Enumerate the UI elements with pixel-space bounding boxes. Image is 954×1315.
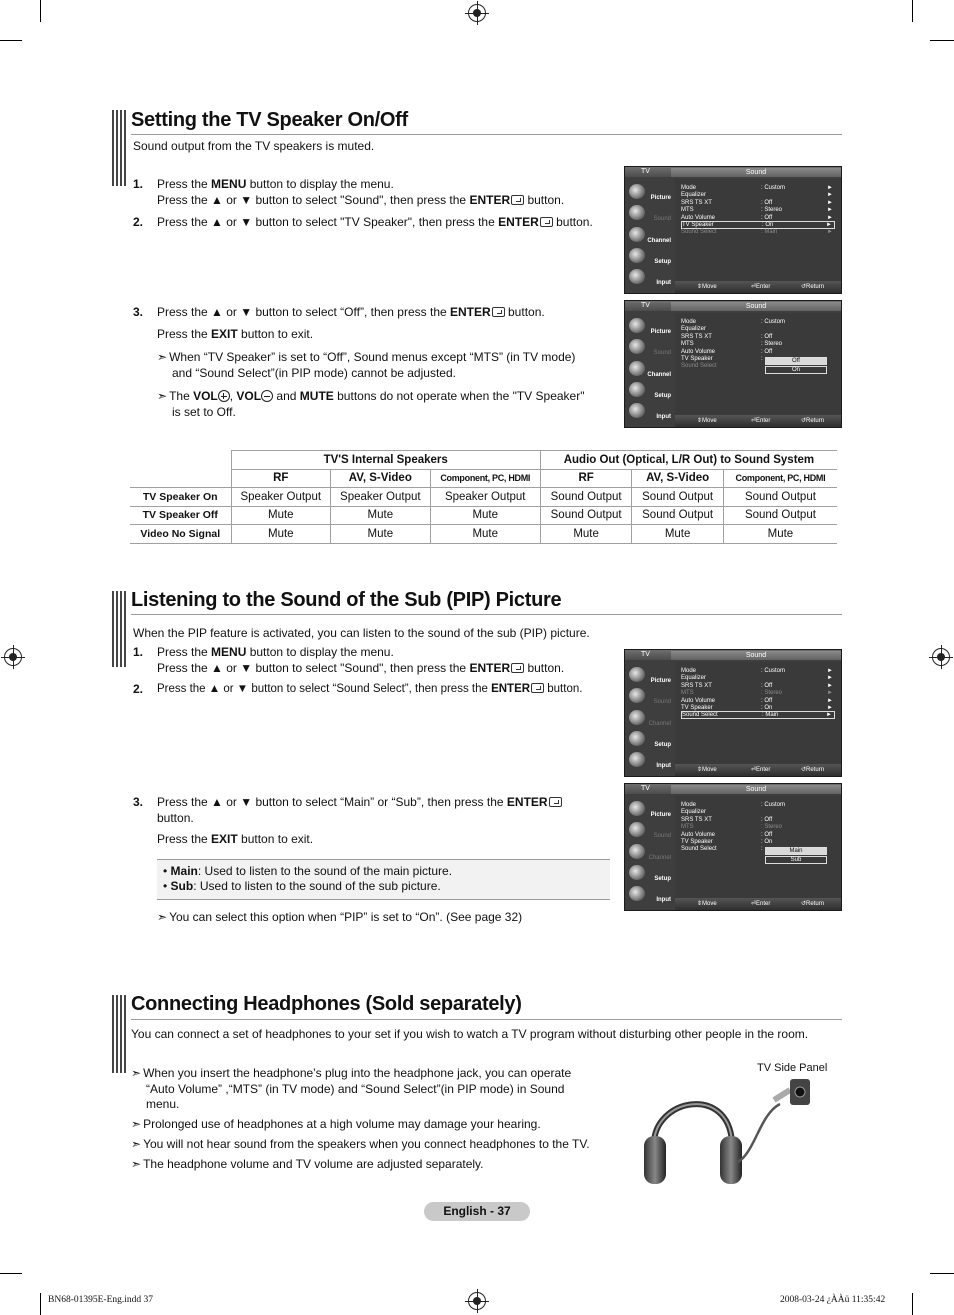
note-separate-volume: ➣ The headphone volume and TV volume are adjusted separately. xyxy=(131,1157,484,1171)
option-main: Main xyxy=(765,847,827,855)
sound-icon xyxy=(629,205,645,220)
note-arrow-icon: ➣ xyxy=(131,1157,142,1171)
speaker-output-table: TV'S Internal Speakers Audio Out (Optical, L/R Out) to Sound System RF AV, S-Video Component, PC, HDMI RF AV, S-Video Component, PC, HDMI TV Speaker On Speaker Output Speaker Output Speaker Output Sound Output Sound Output Sound Output TV Speaker Off Mute Mute Mute Sound Output Sound Output Sound Output Video No Signal Mute Mute Mute Mute Mute Mute xyxy=(130,450,837,544)
note-arrow-icon: ➣ xyxy=(131,1117,142,1131)
registration-mark-icon xyxy=(468,1292,486,1310)
registration-mark-icon xyxy=(468,4,486,22)
tv-menu-screenshot: TV Sound Picture Sound Channel Setup Input Mode : Custom Equalizer SRS TS XT : Off MTS : Stereo Auto Volume : Off TV Speaker : Sound Select Off On ⇕ Move ⏎ Enter ↺ Return xyxy=(624,300,842,428)
exit-instruction: Press the EXIT button to exit. xyxy=(157,832,314,846)
section-bar xyxy=(112,591,126,667)
step-2: 2. Press the ▲ or ▼ button to select “Sound Select”, then press the ENTER button. xyxy=(133,682,583,696)
note-arrow-icon: ➣ xyxy=(131,1066,142,1080)
option-off: Off xyxy=(765,357,827,365)
tv-menu-screenshot: TV Sound Picture Sound Channel Setup Input Mode : Custom ► Equalizer ► SRS TS XT : Off ► MTS : Stereo ► Auto Volume : Off ► TV Speaker : On ► Sound Select : Main ► ⇕ Move ⏎ Enter ↺ Return xyxy=(624,649,842,777)
intro-text: You can connect a set of headphones to your set if you wish to watch a TV program without disturbing other people in the room. xyxy=(131,1027,809,1041)
channel-icon xyxy=(629,361,645,376)
step-3: 3. Press the ▲ or ▼ button to select “Main” or “Sub”, then press the ENTER button. xyxy=(157,795,617,826)
headphones-icon xyxy=(640,1074,820,1194)
note-pip: ➣ You can select this option when “PIP” is set to “On”. (See page 32) xyxy=(157,910,523,924)
tv-menu-screenshot: TV Sound Picture Sound Channel Setup Input Mode : Custom ► Equalizer ► SRS TS XT : Off ► MTS : Stereo ► Auto Volume : Off ► TV Speaker : On ► Sound Select : Main ► ⇕ Move ⏎ Enter ↺ Return xyxy=(624,166,842,294)
intro-text: When the PIP feature is activated, you can listen to the sound of the sub (PIP) picture. xyxy=(133,626,590,640)
tv-menu-screenshot: TV Sound Picture Sound Channel Setup Input Mode : Custom Equalizer SRS TS XT : Off MTS : Stereo Auto Volume : Off TV Speaker : On Sound Select : Main Sub ⇕ Move ⏎ Enter ↺ Return xyxy=(624,783,842,911)
table-row: TV Speaker On Speaker Output Speaker Output Speaker Output Sound Output Sound Output Sound Output xyxy=(130,488,837,507)
crop-mark xyxy=(930,1273,954,1274)
section-title: Listening to the Sound of the Sub (PIP) Picture xyxy=(131,589,562,611)
section-title: Connecting Headphones (Sold separately) xyxy=(131,993,522,1015)
option-on: On xyxy=(765,366,827,374)
crop-mark xyxy=(912,0,913,22)
channel-icon xyxy=(629,844,645,859)
registration-mark-icon xyxy=(932,648,950,666)
input-icon xyxy=(629,752,645,767)
table-row: Video No Signal Mute Mute Mute Mute Mute Mute xyxy=(130,525,837,544)
step-1: 1. Press the MENU button to display the menu. Press the ▲ or ▼ button to select "Sound", then press the ENTER button. xyxy=(133,177,565,207)
picture-icon xyxy=(629,318,645,333)
section-bar xyxy=(112,995,126,1073)
step-3: 3. Press the ▲ or ▼ button to select “Off”, then press the ENTER button. xyxy=(133,305,545,319)
channel-icon xyxy=(629,227,645,242)
exit-instruction: Press the EXIT button to exit. xyxy=(157,327,314,341)
note-speaker-off: ➣ When “TV Speaker” is set to “Off”, Sound menus except “MTS” (in TV mode) and “Sound Select”(in PIP mode) cannot be adjusted. xyxy=(157,350,576,380)
title-rule xyxy=(131,1019,842,1020)
input-icon xyxy=(629,269,645,284)
picture-icon xyxy=(629,667,645,682)
crop-mark xyxy=(0,40,22,41)
vol-minus-icon xyxy=(261,390,273,402)
enter-icon xyxy=(540,217,553,227)
note-speakers-muted: ➣ You will not hear sound from the speakers when you connect headphones to the TV. xyxy=(131,1137,590,1151)
setup-icon xyxy=(629,382,645,397)
enter-icon xyxy=(511,663,524,673)
crop-mark xyxy=(930,40,954,41)
note-arrow-icon: ➣ xyxy=(131,1137,142,1151)
print-footer-right: 2008-03-24 ¿ÀÀü 11:35:42 xyxy=(780,1295,886,1305)
bullet-main: • Main: Used to listen to the sound of the main picture. xyxy=(163,864,453,878)
title-rule xyxy=(131,614,842,615)
setup-icon xyxy=(629,865,645,880)
note-arrow-icon: ➣ xyxy=(157,350,168,364)
crop-mark xyxy=(40,0,41,22)
sound-icon xyxy=(629,822,645,837)
setup-icon xyxy=(629,731,645,746)
note-vol-mute: ➣ The VOL , VOL and MUTE buttons do not operate when the "TV Speaker" is set to Off. xyxy=(157,389,585,419)
step-2: 2. Press the ▲ or ▼ button to select "TV Speaker", then press the ENTER button. xyxy=(133,215,593,229)
enter-icon xyxy=(531,683,544,693)
option-sub: Sub xyxy=(765,856,827,864)
sound-icon xyxy=(629,688,645,703)
note-headphone-jack: ➣ When you insert the headphone’s plug into the headphone jack, you can operate “Auto Volume” ,“MTS” (in TV mode) and “Sound Select”(in PIP mode) in Sound menu. xyxy=(131,1066,572,1111)
crop-mark xyxy=(40,1293,41,1315)
sound-icon xyxy=(629,339,645,354)
input-icon xyxy=(629,403,645,418)
section-title: Setting the TV Speaker On/Off xyxy=(131,109,408,131)
title-rule xyxy=(131,134,842,135)
setup-icon xyxy=(629,248,645,263)
crop-mark xyxy=(0,1273,22,1274)
picture-icon xyxy=(629,801,645,816)
vol-plus-icon xyxy=(218,390,230,402)
tv-side-panel-label: TV Side Panel xyxy=(757,1062,828,1074)
step-1: 1. Press the MENU button to display the menu. Press the ▲ or ▼ button to select "Sound", then press the ENTER button. xyxy=(133,645,565,675)
input-icon xyxy=(629,886,645,901)
channel-icon xyxy=(629,710,645,725)
section-bar xyxy=(112,110,126,186)
note-arrow-icon: ➣ xyxy=(157,910,168,924)
note-arrow-icon: ➣ xyxy=(157,389,168,403)
crop-mark xyxy=(912,1293,913,1315)
picture-icon xyxy=(629,184,645,199)
enter-icon xyxy=(511,195,524,205)
registration-mark-icon xyxy=(4,648,22,666)
note-volume-warning: ➣ Prolonged use of headphones at a high volume may damage your hearing. xyxy=(131,1117,541,1131)
bullet-sub: • Sub: Used to listen to the sound of the sub picture. xyxy=(163,879,441,893)
table-row: TV Speaker Off Mute Mute Mute Sound Output Sound Output Sound Output xyxy=(130,506,837,525)
intro-text: Sound output from the TV speakers is muted. xyxy=(133,139,375,153)
page-number-badge: English - 37 xyxy=(424,1202,530,1221)
enter-icon xyxy=(549,797,562,807)
enter-icon xyxy=(492,307,505,317)
print-footer-left: BN68-01395E-Eng.indd 37 xyxy=(48,1295,154,1305)
